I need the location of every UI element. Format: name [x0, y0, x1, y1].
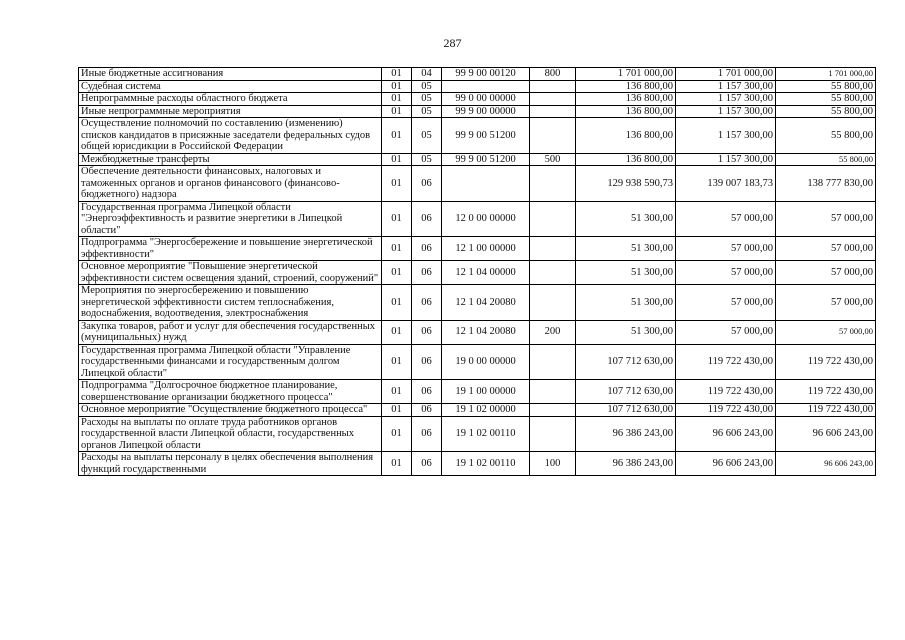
expense-type-cell: 500 — [530, 153, 576, 166]
amount-year3-cell: 119 722 430,00 — [776, 380, 876, 404]
amount-year3-cell: 57 000,00 — [776, 261, 876, 285]
target-article-cell: 99 9 00 51200 — [442, 153, 530, 166]
target-article-cell: 19 1 02 00000 — [442, 404, 530, 417]
row-name-cell: Расходы на выплаты персоналу в целях обеспечения выполнения функций государственными — [79, 452, 382, 476]
budget-table — [78, 67, 876, 476]
amount-year2-cell: 57 000,00 — [676, 201, 776, 237]
amount-year3-cell: 57 000,00 — [776, 237, 876, 261]
expense-type-cell — [530, 105, 576, 118]
table-row — [79, 404, 876, 417]
table-row — [79, 153, 876, 166]
subsection-code-cell: 05 — [412, 118, 442, 154]
row-name-cell: Межбюджетные трансферты — [79, 153, 382, 166]
section-code-cell: 01 — [382, 237, 412, 261]
subsection-code-cell: 06 — [412, 344, 442, 380]
table-row — [79, 344, 876, 380]
row-name-cell: Обеспечение деятельности финансовых, налоговых и таможенных органов и органов финансового (финансово-бюджетного) надзора — [79, 166, 382, 202]
amount-year3-cell: 55 800,00 — [776, 105, 876, 118]
table-row — [79, 237, 876, 261]
target-article-cell: 12 0 00 00000 — [442, 201, 530, 237]
amount-year3-cell: 96 606 243,00 — [776, 452, 876, 476]
table-row — [79, 416, 876, 452]
row-name-cell: Расходы на выплаты по оплате труда работников органов государственной власти Липецкой области, государственных органов Липецкой области — [79, 416, 382, 452]
target-article-cell: 99 0 00 00000 — [442, 93, 530, 106]
target-article-cell: 99 9 00 00120 — [442, 68, 530, 81]
subsection-code-cell: 06 — [412, 237, 442, 261]
amount-year1-cell: 107 712 630,00 — [576, 404, 676, 417]
section-code-cell: 01 — [382, 153, 412, 166]
expense-type-cell — [530, 416, 576, 452]
section-code-cell: 01 — [382, 105, 412, 118]
subsection-code-cell: 05 — [412, 93, 442, 106]
amount-year1-cell: 107 712 630,00 — [576, 380, 676, 404]
section-code-cell: 01 — [382, 118, 412, 154]
amount-year2-cell: 96 606 243,00 — [676, 452, 776, 476]
amount-year3-cell: 57 000,00 — [776, 201, 876, 237]
table-row — [79, 80, 876, 93]
expense-type-cell: 200 — [530, 320, 576, 344]
expense-type-cell — [530, 237, 576, 261]
table-row — [79, 380, 876, 404]
amount-year1-cell: 51 300,00 — [576, 285, 676, 321]
amount-year1-cell: 136 800,00 — [576, 105, 676, 118]
section-code-cell: 01 — [382, 93, 412, 106]
amount-year1-cell: 51 300,00 — [576, 237, 676, 261]
amount-year2-cell: 57 000,00 — [676, 320, 776, 344]
amount-year1-cell: 129 938 590,73 — [576, 166, 676, 202]
section-code-cell: 01 — [382, 416, 412, 452]
section-code-cell: 01 — [382, 380, 412, 404]
target-article-cell: 19 1 02 00110 — [442, 452, 530, 476]
target-article-cell: 12 1 00 00000 — [442, 237, 530, 261]
expense-type-cell — [530, 404, 576, 417]
target-article-cell: 12 1 04 20080 — [442, 285, 530, 321]
target-article-cell: 99 9 00 51200 — [442, 118, 530, 154]
target-article-cell — [442, 80, 530, 93]
row-name-cell: Государственная программа Липецкой области "Энергоэффективность и развитие энергетики в Липецкой области" — [79, 201, 382, 237]
amount-year3-cell: 55 800,00 — [776, 118, 876, 154]
amount-year3-cell: 57 000,00 — [776, 285, 876, 321]
target-article-cell: 19 0 00 00000 — [442, 344, 530, 380]
target-article-cell: 19 1 02 00110 — [442, 416, 530, 452]
target-article-cell — [442, 166, 530, 202]
section-code-cell: 01 — [382, 80, 412, 93]
amount-year2-cell: 1 157 300,00 — [676, 80, 776, 93]
amount-year2-cell: 96 606 243,00 — [676, 416, 776, 452]
row-name-cell: Государственная программа Липецкой области "Управление государственными финансами и государственным долгом Липецкой области" — [79, 344, 382, 380]
expense-type-cell — [530, 261, 576, 285]
expense-type-cell — [530, 93, 576, 106]
row-name-cell: Подпрограмма "Долгосрочное бюджетное планирование, совершенствование организации бюджетного процесса" — [79, 380, 382, 404]
table-row — [79, 201, 876, 237]
page-number: 287 — [443, 36, 462, 50]
expense-type-cell — [530, 166, 576, 202]
amount-year3-cell: 55 800,00 — [776, 93, 876, 106]
row-name-cell: Закупка товаров, работ и услуг для обеспечения государственных (муниципальных) нужд — [79, 320, 382, 344]
row-name-cell: Основное мероприятие "Повышение энергетической эффективности систем освещения зданий, строений, сооружений" — [79, 261, 382, 285]
amount-year2-cell: 139 007 183,73 — [676, 166, 776, 202]
amount-year2-cell: 57 000,00 — [676, 237, 776, 261]
section-code-cell: 01 — [382, 285, 412, 321]
table-row — [79, 261, 876, 285]
row-name-cell: Осуществление полномочий по составлению (изменению) списков кандидатов в присяжные заседатели федеральных судов общей юрисдикции в Российской Федерации — [79, 118, 382, 154]
table-row — [79, 68, 876, 81]
subsection-code-cell: 06 — [412, 452, 442, 476]
amount-year3-cell: 57 000,00 — [776, 320, 876, 344]
amount-year1-cell: 51 300,00 — [576, 201, 676, 237]
amount-year3-cell: 119 722 430,00 — [776, 404, 876, 417]
table-row — [79, 105, 876, 118]
section-code-cell: 01 — [382, 201, 412, 237]
amount-year3-cell: 138 777 830,00 — [776, 166, 876, 202]
target-article-cell: 12 1 04 20080 — [442, 320, 530, 344]
row-name-cell: Непрограммные расходы областного бюджета — [79, 93, 382, 106]
amount-year1-cell: 96 386 243,00 — [576, 416, 676, 452]
expense-type-cell — [530, 80, 576, 93]
amount-year2-cell: 1 157 300,00 — [676, 118, 776, 154]
amount-year1-cell: 136 800,00 — [576, 93, 676, 106]
subsection-code-cell: 06 — [412, 261, 442, 285]
amount-year2-cell: 1 701 000,00 — [676, 68, 776, 81]
section-code-cell: 01 — [382, 452, 412, 476]
section-code-cell: 01 — [382, 68, 412, 81]
subsection-code-cell: 06 — [412, 380, 442, 404]
subsection-code-cell: 06 — [412, 404, 442, 417]
target-article-cell: 19 1 00 00000 — [442, 380, 530, 404]
amount-year1-cell: 51 300,00 — [576, 261, 676, 285]
table-row — [79, 320, 876, 344]
row-name-cell: Основное мероприятие "Осуществление бюджетного процесса" — [79, 404, 382, 417]
expense-type-cell — [530, 380, 576, 404]
expense-type-cell — [530, 201, 576, 237]
expense-type-cell — [530, 285, 576, 321]
subsection-code-cell: 05 — [412, 80, 442, 93]
target-article-cell: 12 1 04 00000 — [442, 261, 530, 285]
amount-year1-cell: 136 800,00 — [576, 153, 676, 166]
subsection-code-cell: 06 — [412, 285, 442, 321]
subsection-code-cell: 06 — [412, 416, 442, 452]
section-code-cell: 01 — [382, 344, 412, 380]
subsection-code-cell: 05 — [412, 153, 442, 166]
table-row — [79, 93, 876, 106]
row-name-cell: Иные непрограммные мероприятия — [79, 105, 382, 118]
row-name-cell: Иные бюджетные ассигнования — [79, 68, 382, 81]
amount-year2-cell: 57 000,00 — [676, 261, 776, 285]
expense-type-cell — [530, 118, 576, 154]
amount-year1-cell: 51 300,00 — [576, 320, 676, 344]
subsection-code-cell: 06 — [412, 201, 442, 237]
amount-year2-cell: 1 157 300,00 — [676, 93, 776, 106]
table-row — [79, 452, 876, 476]
amount-year3-cell: 55 800,00 — [776, 153, 876, 166]
amount-year1-cell: 107 712 630,00 — [576, 344, 676, 380]
row-name-cell: Мероприятия по энергосбережению и повышению энергетической эффективности систем теплоснабжения, водоснабжения, водоотведения, электроснабжения — [79, 285, 382, 321]
amount-year1-cell: 136 800,00 — [576, 118, 676, 154]
amount-year1-cell: 136 800,00 — [576, 80, 676, 93]
subsection-code-cell: 06 — [412, 320, 442, 344]
subsection-code-cell: 04 — [412, 68, 442, 81]
table-row — [79, 166, 876, 202]
table-row — [79, 285, 876, 321]
target-article-cell: 99 9 00 00000 — [442, 105, 530, 118]
subsection-code-cell: 06 — [412, 166, 442, 202]
amount-year2-cell: 1 157 300,00 — [676, 153, 776, 166]
row-name-cell: Судебная система — [79, 80, 382, 93]
table-row — [79, 118, 876, 154]
amount-year2-cell: 119 722 430,00 — [676, 380, 776, 404]
section-code-cell: 01 — [382, 261, 412, 285]
amount-year3-cell: 119 722 430,00 — [776, 344, 876, 380]
amount-year2-cell: 119 722 430,00 — [676, 344, 776, 380]
expense-type-cell — [530, 344, 576, 380]
amount-year2-cell: 119 722 430,00 — [676, 404, 776, 417]
expense-type-cell: 100 — [530, 452, 576, 476]
amount-year1-cell: 96 386 243,00 — [576, 452, 676, 476]
subsection-code-cell: 05 — [412, 105, 442, 118]
expense-type-cell: 800 — [530, 68, 576, 81]
amount-year1-cell: 1 701 000,00 — [576, 68, 676, 81]
amount-year3-cell: 55 800,00 — [776, 80, 876, 93]
amount-year3-cell: 96 606 243,00 — [776, 416, 876, 452]
row-name-cell: Подпрограмма "Энергосбережение и повышение энергетической эффективности" — [79, 237, 382, 261]
amount-year2-cell: 57 000,00 — [676, 285, 776, 321]
amount-year3-cell: 1 701 000,00 — [776, 68, 876, 81]
section-code-cell: 01 — [382, 404, 412, 417]
amount-year2-cell: 1 157 300,00 — [676, 105, 776, 118]
section-code-cell: 01 — [382, 320, 412, 344]
section-code-cell: 01 — [382, 166, 412, 202]
